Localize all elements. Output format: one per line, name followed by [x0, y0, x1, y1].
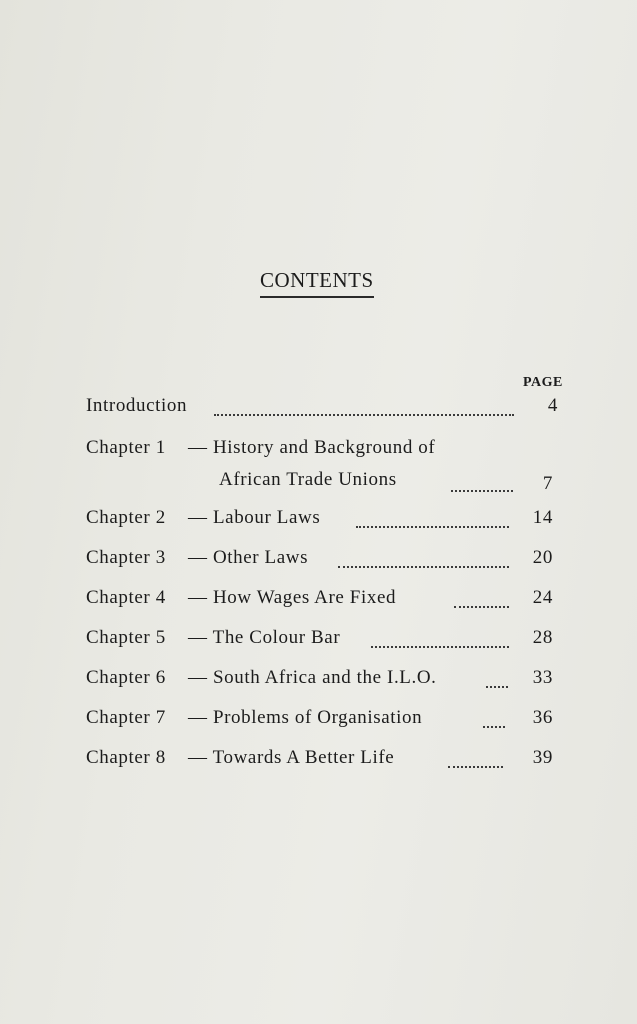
contents-heading: CONTENTS [260, 268, 374, 298]
dot-leader [483, 726, 505, 728]
toc-entry-chapter: Chapter 5 [86, 627, 166, 648]
toc-entry-title: — Labour Laws [188, 507, 321, 528]
toc-entry-title: — Towards A Better Life [188, 747, 395, 768]
toc-entry-title: — How Wages Are Fixed [188, 587, 397, 608]
toc-entry-title: Introduction [86, 395, 188, 416]
toc-entry-chapter-3 [86, 547, 566, 573]
toc-entry-chapter: Chapter 7 [86, 707, 166, 728]
toc-entry-chapter-6 [86, 667, 566, 693]
dot-leader [486, 686, 508, 688]
toc-entry-chapter-7 [86, 707, 566, 733]
dot-leader [371, 646, 509, 648]
toc-entry-chapter-1 [86, 437, 566, 497]
dot-leader [356, 526, 509, 528]
toc-entry-chapter: Chapter 3 [86, 547, 166, 568]
dot-leader [448, 766, 503, 768]
toc-entry-page: 20 [532, 547, 553, 568]
toc-entry-page: 33 [532, 667, 553, 688]
toc-entry-title: — The Colour Bar [188, 627, 341, 648]
toc-entry-title: — South Africa and the I.L.O. [188, 667, 437, 688]
toc-entry-chapter: Chapter 8 [86, 747, 166, 768]
toc-entry-introduction [86, 395, 566, 421]
toc-entry-page: 4 [547, 395, 558, 416]
toc-entry-page: 39 [532, 747, 553, 768]
toc-entry-chapter: Chapter 6 [86, 667, 166, 688]
dot-leader [338, 566, 509, 568]
toc-entry-chapter-8 [86, 747, 566, 773]
dot-leader [454, 606, 509, 608]
toc-entry-title: — Problems of Organisation [188, 707, 423, 728]
dot-leader [214, 414, 514, 416]
toc-entry-title-line2: African Trade Unions [219, 469, 397, 490]
toc-entry-chapter-5 [86, 627, 566, 653]
toc-entry-page: 24 [532, 587, 553, 608]
toc-entry-chapter: Chapter 1 [86, 437, 166, 458]
toc-entry-page: 28 [532, 627, 553, 648]
toc-entry-chapter: Chapter 2 [86, 507, 166, 528]
toc-entry-chapter-4 [86, 587, 566, 613]
toc-entry-page: 36 [532, 707, 553, 728]
page-column-label: PAGE [523, 375, 563, 390]
toc-entry-page: 14 [532, 507, 553, 528]
toc-entry-chapter-2 [86, 507, 566, 533]
dot-leader [451, 490, 513, 492]
toc-entry-chapter: Chapter 4 [86, 587, 166, 608]
toc-entry-title: — Other Laws [188, 547, 309, 568]
toc-entry-page: 7 [542, 473, 553, 494]
toc-entry-title: — History and Background of [188, 437, 436, 458]
